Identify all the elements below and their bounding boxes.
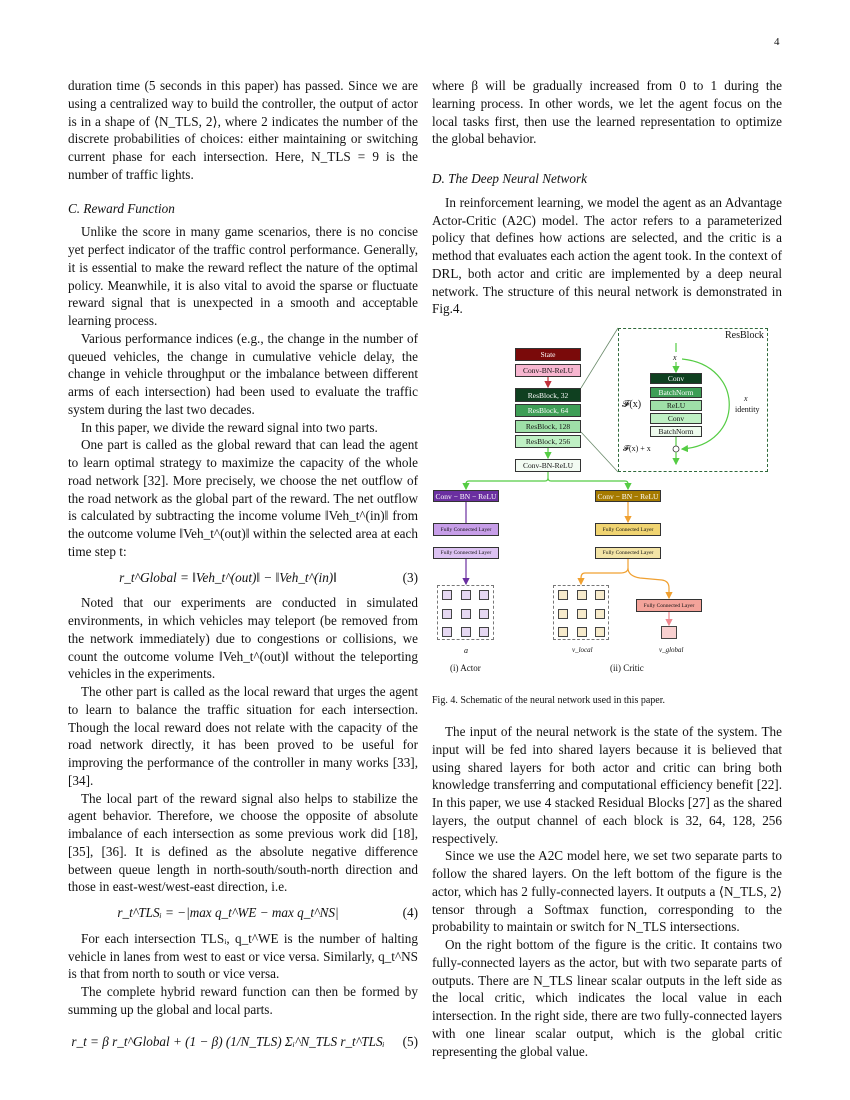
local-critic-output-cell [558,590,568,600]
equation-5 [68,1033,418,1051]
res-layer-conv-2: Conv [650,413,702,424]
actor-output-cell [461,590,471,600]
section-heading-reward: C. Reward Function [68,200,175,216]
actor-output-cell [442,609,452,619]
paragraph: The complete hybrid reward function can then be formed by summing up the global and local parts. [68,984,418,1017]
actor-output-label: a [464,646,468,655]
paragraph: For each intersection TLSᵢ, q_t^WE is the number of halting vehicle in lanes from west to east or vice versa. Similarly, q_t^NS is that from north to south or vice versa. [68,930,418,982]
equation-number: (3) [402,569,418,585]
res-layer-relu: ReLU [650,400,702,411]
actor-output-cell [479,590,489,600]
local-critic-output-cell [595,590,605,600]
equation-3 [68,569,418,587]
paragraph: On the right bottom of the figure is the critic. It contains two fully-connected layers as the actor, but with two separate parts of outputs. There are N_TLS linear scalar outputs in the left side as the local critic, which indicates the local value in each intersection. In the right side, there are two fully-connected layers with one linear scalar output, which is the global critic representing the global value. [432,937,782,1059]
local-critic-output-cell [558,627,568,637]
page-number: 4 [774,36,780,48]
local-critic-output-cell [595,627,605,637]
local-critic-output-cell [595,609,605,619]
state-box: State [515,348,581,361]
actor-output-cell [461,627,471,637]
res-layer-batchnorm-2: BatchNorm [650,426,702,437]
paragraph: Various performance indices (e.g., the change in the number of queued vehicles, the change in cumulative vehicle delay, the change in vehicle throughput or the imbalance between different arms of each intersection) had been used to evaluate the traffic system during the last two decades. [68,330,418,417]
res-layer-conv: Conv [650,373,702,384]
critic-fc-2: Fully Connected Layer [595,547,661,559]
section-heading-dnn: D. The Deep Neural Network [432,171,587,186]
actor-fc-1: Fully Connected Layer [433,523,499,536]
resblock-64: ResBlock, 64 [515,404,581,417]
paragraph: In reinforcement learning, we model the agent as an Advantage Actor-Critic (A2C) model. The actor refers to a parameterized policy that defines how actions are selected, and the critic is a method that evaluates each action the agent took. In the context of DRL, both actor and critic are implemented by a deep neural network. The structure of this neural network is demonstrated in Fig.4. [432,194,782,317]
paragraph: Noted that our experiments are conducted in simulated environments, in which vehicles may teleport (be removed from the network immediately) due to congestions or collisions, we count the outcome volume ‖Veh_t^(out)‖ without the teleporting vehicles in the experiments. [68,595,418,682]
critic-label: (ii) Critic [610,663,644,673]
resblock-256: ResBlock, 256 [515,435,581,448]
paragraph: The other part is called as the local reward that urges the agent to learn to balance the traffic situation for each intersection. Though the local reward does not relate with the capacity of the road network directly, it has been proved to be useful for improving the performance of the controller in many works [33], [34]. [68,684,418,788]
local-critic-output-cell [558,609,568,619]
paragraph: In this paper, we divide the reward signal into two parts. [81,419,378,435]
equation-number: (4) [402,905,418,920]
left-column [68,77,418,1058]
critic-conv-box: Conv − BN − ReLU [595,490,661,502]
local-critic-output-cell [577,609,587,619]
figure-caption: Fig. 4. Schematic of the neural network used in this paper. [432,695,666,706]
actor-output-cell [479,609,489,619]
res-layer-batchnorm: BatchNorm [650,387,702,398]
fx-label: 𝓕(x) [622,399,642,410]
right-column-top [432,77,782,318]
actor-label: (i) Actor [450,663,481,673]
paragraph: duration time (5 seconds in this paper) has passed. Since we are using a centralized way to build the controller, the output of actor is in a shape of ⟨N_TLS, 2⟩, where 2 indicates the number of the discrete probabilities of choices: either maintaining or switching current phase for each intersection. Here, N_TLS = 9 is the number of traffic lights. [68,78,418,182]
actor-fc-2: Fully Connected Layer [433,547,499,559]
equation-body: r_t = β r_t^Global + (1 − β) (1/N_TLS) Σᵢ^N_TLS r_t^TLSᵢ [71,1033,385,1049]
fx-plus-x-label: 𝓕(x) + x [623,444,651,453]
actor-output-cell [479,627,489,637]
resblock-128: ResBlock, 128 [515,420,581,433]
actor-output-cell [442,627,452,637]
paragraph: Since we use the A2C model here, we set two separate parts to follow the shared layers. On the left bottom of the figure is the actor, which has 2 fully-connected layers. It outputs a ⟨N_TLS, 2⟩ tensor through a Softmax function, corresponding to the probability to maintain or switch for N_TLS intersections. [432,848,782,935]
critic-fc-1: Fully Connected Layer [595,523,661,536]
identity-label: identity [735,405,760,414]
resblock-32: ResBlock, 32 [515,388,581,402]
identity-x-label: x [744,394,748,403]
equation-body: r_t^TLSᵢ = −|max q_t^WE − max q_t^NS| [117,905,339,920]
global-value-cell [661,626,677,639]
equation-body: r_t^Global = ‖Veh_t^(out)‖ − ‖Veh_t^(in)‖ [119,569,337,585]
actor-output-cell [442,590,452,600]
equation-number: (5) [402,1033,418,1049]
conv-bn-relu-box-2: Conv-BN-ReLU [515,459,581,472]
local-critic-output-cell [577,627,587,637]
resblock-title: ResBlock [725,330,764,341]
actor-conv-box: Conv − BN − ReLU [433,490,499,502]
equation-4 [68,904,418,922]
global-critic-fc: Fully Connected Layer [636,599,702,612]
actor-output-cell [461,609,471,619]
paragraph: The input of the neural network is the state of the system. The input will be fed into shared layers because it is believed that using shared layers for both actor and critic can bring both knowledge transferring and computational efficiency benefit [22]. In this paper, we use 4 stacked Residual Blocks [27] as the shared layers, the output channel of each block is 32, 64, 128, 256 respectively. [432,724,782,846]
paragraph: One part is called as the global reward that can lead the agent to learn optimal strategy to maximize the capacity of the whole road network [32]. More precisely, we choose the net outflow of the road network as the global part of the reward. The net outflow is calculated by subtracting the income volume ‖Veh_t^(in)‖ from the outcome volume ‖Veh_t^(out)‖ within the selected area at each time step t: [68,437,418,559]
right-column-bottom [432,723,782,1060]
paragraph: Unlike the score in many game scenarios, there is no concise yet perfect indicator of the traffic control performance. Generally, it is essential to make the reward reflect the nature of the optimal policy. Meanwhile, it is also vital to avoid the sparse or fluctuate reward signal that is unexpected in a smooth and acceptable learning process. [68,224,418,328]
global-value-label: v_global [659,646,684,654]
paragraph: where β will be gradually increased from 0 to 1 during the learning process. In other words, we let the agent focus on the local tasks first, then use the learned representation to optimize the global behavior. [432,78,782,147]
local-value-label: v_local [572,646,593,654]
local-critic-output-cell [577,590,587,600]
paragraph: The local part of the reward signal also helps to stabilize the agent behavior. Therefore, we choose the opposite of absolute imbalance of each intersection as some previous work did [18], [35], [36]. It is defined as the absolute negative difference between queue length in north-south/south-north direction and those in east-west/west-east direction, i.e. [68,790,418,895]
x-label: x [673,353,677,362]
conv-bn-relu-box: Conv-BN-ReLU [515,364,581,377]
